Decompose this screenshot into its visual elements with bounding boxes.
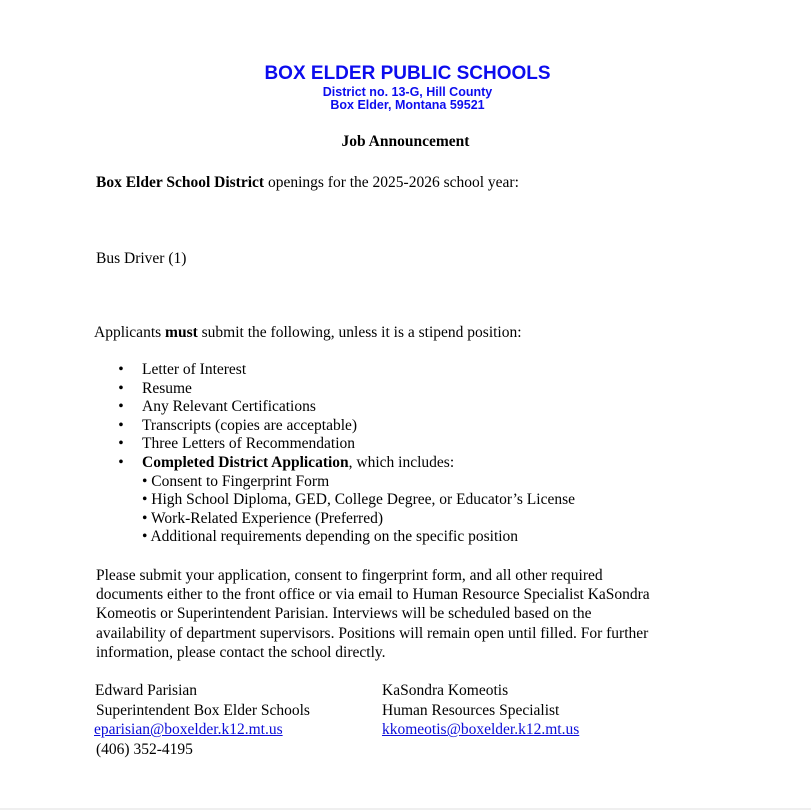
paragraph-line: documents either to the front office or via email to Human Resource Specialist KaSondra bbox=[96, 586, 650, 604]
hr-specialist-email-link[interactable]: kkomeotis@boxelder.k12.mt.us bbox=[382, 721, 580, 739]
paragraph-line: Please submit your application, consent to fingerprint form, and all other required bbox=[96, 567, 603, 584]
district-name-bold: Box Elder School District bbox=[96, 174, 265, 191]
list-item bbox=[0, 380, 575, 399]
application-label-rest: , which includes: bbox=[348, 453, 455, 471]
applicants-rest: submit the following, unless it is a stipend position: bbox=[197, 324, 522, 341]
submission-instructions bbox=[96, 566, 686, 662]
list-item bbox=[0, 398, 575, 417]
applicants-prefix: Applicants bbox=[94, 324, 166, 341]
contact-superintendent bbox=[95, 681, 310, 759]
contact-name: Edward Parisian bbox=[95, 682, 198, 699]
contact-title: Human Resources Specialist bbox=[382, 701, 560, 719]
superintendent-email-link[interactable]: eparisian@boxelder.k12.mt.us bbox=[94, 721, 283, 739]
requirements-list bbox=[0, 361, 575, 547]
bullet-icon: • bbox=[118, 379, 124, 397]
bullet-icon: • bbox=[118, 361, 124, 378]
contact-phone: (406) 352-4195 bbox=[96, 740, 193, 758]
bullet-icon: • bbox=[118, 453, 124, 471]
list-item bbox=[0, 435, 575, 454]
bullet-icon: • bbox=[118, 416, 124, 434]
sub-list-item: • Work-Related Experience (Preferred) bbox=[142, 509, 384, 527]
paragraph-line: Komeotis or Superintendent Parisian. Interviews will be scheduled based on the bbox=[96, 605, 592, 623]
openings-intro bbox=[96, 174, 519, 193]
bullet-icon: • bbox=[118, 435, 124, 453]
requirement-label: Resume bbox=[142, 379, 192, 397]
requirement-label: Three Letters of Recommendation bbox=[142, 435, 356, 453]
sub-list-item: • Additional requirements depending on the specific position bbox=[142, 528, 519, 546]
contact-name: KaSondra Komeotis bbox=[382, 682, 509, 699]
list-item bbox=[0, 417, 575, 436]
must-bold: must bbox=[165, 324, 198, 341]
sub-list-item: • Consent to Fingerprint Form bbox=[142, 472, 330, 490]
position-listing: Bus Driver (1) bbox=[96, 250, 187, 267]
contact-title: Superintendent Box Elder Schools bbox=[96, 701, 310, 719]
contact-hr-specialist bbox=[382, 681, 579, 740]
requirement-label: Any Relevant Certifications bbox=[142, 398, 316, 416]
district-subtitle-line1: District no. 13-G, Hill County bbox=[322, 85, 493, 99]
intro-text: openings for the 2025-2026 school year: bbox=[264, 174, 519, 191]
sub-list-item: • High School Diploma, GED, College Degree, or Educator’s License bbox=[142, 491, 576, 509]
paragraph-line: information, please contact the school directly. bbox=[96, 643, 386, 661]
job-announcement-heading: Job Announcement bbox=[341, 133, 470, 150]
applicants-instruction bbox=[94, 324, 522, 343]
application-label-bold: Completed District Application bbox=[142, 453, 349, 471]
list-item bbox=[0, 361, 575, 380]
requirement-label: Transcripts (copies are acceptable) bbox=[142, 416, 358, 434]
list-item-district-application bbox=[0, 454, 575, 547]
district-address-line: Box Elder, Montana 59521 bbox=[330, 98, 485, 112]
district-name-heading: BOX ELDER PUBLIC SCHOOLS bbox=[264, 63, 551, 84]
requirement-label: Letter of Interest bbox=[142, 361, 247, 378]
paragraph-line: availability of department supervisors. Positions will remain open until filled. For further bbox=[96, 624, 649, 642]
bullet-icon: • bbox=[118, 398, 124, 416]
